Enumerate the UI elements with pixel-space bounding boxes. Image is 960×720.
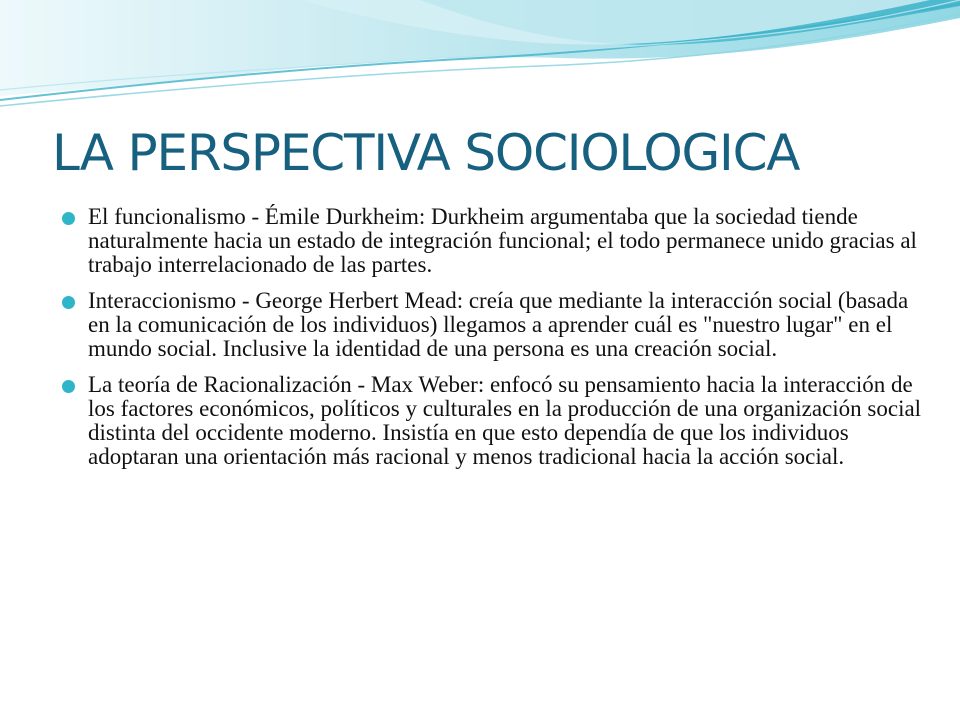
slide-title: LA PERSPECTIVA SOCIOLOGICA xyxy=(52,124,800,182)
bullet-dot-icon xyxy=(62,296,75,309)
wave-banner-decoration xyxy=(0,0,960,110)
bullet-item-funcionalismo xyxy=(62,205,922,277)
bullet-text: La teoría de Racionalización - Max Weber: enfocó su pensamiento hacia la interacción de los factores económicos, políticos y culturales en la producción de una organización social distinta del occidente moderno. Insistía en que esto dependía de que los individuos adoptaran una orientación más racional y menos tradicional hacia la acción social. xyxy=(88,372,922,469)
bullet-item-interaccionismo xyxy=(62,289,922,361)
bullet-text: El funcionalismo - Émile Durkheim: Durkheim argumentaba que la sociedad tiende naturalmente hacia un estado de integración funcional; el todo permanece unido gracias al trabajo interrelacionado de las partes. xyxy=(88,204,917,277)
bullet-item-racionalizacion xyxy=(62,373,922,469)
bullet-dot-icon xyxy=(62,380,75,393)
bullet-text: Interaccionismo - George Herbert Mead: creía que mediante la interacción social (basada en la comunicación de los individuos) llegamos a aprender cuál es "nuestro lugar" en el mundo social. Inclusive la identidad de una persona es una creación social. xyxy=(88,288,909,361)
bullet-dot-icon xyxy=(62,212,75,225)
bullet-list xyxy=(62,205,922,481)
